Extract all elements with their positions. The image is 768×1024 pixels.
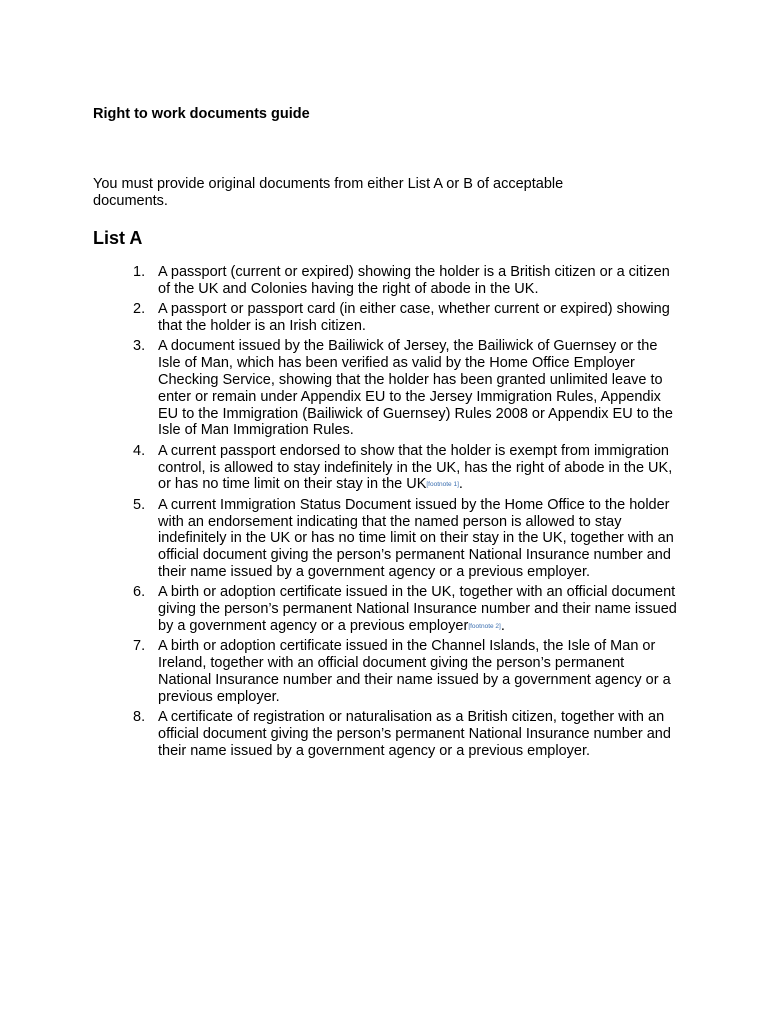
list-item: [128, 301, 680, 335]
list-item: [128, 709, 680, 759]
list-item-number: 5.: [133, 496, 146, 513]
list-item-number: 8.: [133, 709, 146, 726]
list-item-number: 4.: [133, 442, 146, 459]
list-item-text: A birth or adoption certificate issued in the UK, together with an official document giving the person’s permanent National Insurance number and their name issued by a government agency or a previous employer: [158, 584, 677, 634]
list-item-text: A passport (current or expired) showing the holder is a British citizen or a citizen of the UK and Colonies having the right of abode in the UK.: [158, 264, 670, 297]
intro-paragraph: You must provide original documents from either List A or B of acceptable documents.: [93, 176, 564, 209]
list-item: [128, 443, 680, 493]
list-item-text: A current passport endorsed to show that the holder is exempt from immigration control, is allowed to stay indefinitely in the UK, has the right of abode in the UK, or has no time limit on their stay in the UK: [158, 442, 673, 493]
list-item: [128, 264, 680, 298]
footnote-1-link[interactable]: [footnote 1]: [426, 481, 459, 489]
list-item: [128, 497, 680, 581]
list-item-number: 3.: [133, 338, 146, 355]
list-item-number: 1.: [133, 264, 146, 280]
list-item-end-punctuation: .: [458, 476, 463, 493]
list-a: [128, 264, 680, 763]
list-item-text: A current Immigration Status Document issued by the Home Office to the holder with an endorsement indicating that the named person is allowed to stay indefinitely in the UK or has no time limit on their stay in the UK, together with an official document giving the person’s permanent National Insurance number and their name issued by a government agency or a previous employer.: [158, 496, 674, 580]
list-item-number: 6.: [133, 584, 146, 601]
footnote-2-link[interactable]: [footnote 2]: [468, 622, 501, 630]
list-item-text: A document issued by the Bailiwick of Jersey, the Bailiwick of Guernsey or the Isle of Man, which has been verified as valid by the Home Office Employer Checking Service, showing that the holder has been granted unlimited leave to enter or remain under Appendix EU to the Jersey Immigration Rules, Appendix EU to the Immigration (Bailiwick of Guernsey) Rules 2008 or Appendix EU to the Isle of Man Immigration Rules.: [158, 338, 673, 439]
list-item-text: A passport or passport card (in either case, whether current or expired) showing that the holder is an Irish citizen.: [158, 301, 670, 334]
list-item: [128, 638, 680, 705]
document-title: Right to work documents guide: [93, 106, 310, 122]
list-item-number: 2.: [133, 301, 146, 318]
list-item-end-punctuation: .: [500, 617, 505, 634]
list-item-text: A birth or adoption certificate issued in the Channel Islands, the Isle of Man or Ireland, together with an official document giving the person’s permanent National Insurance number and their name issued by a government agency or a previous employer.: [158, 638, 671, 705]
list-item: [128, 338, 680, 439]
list-item-text: A certificate of registration or naturalisation as a British citizen, together with an official document giving the person’s permanent National Insurance number and their name issued by a government agency or a previous employer.: [158, 709, 671, 759]
list-item: [128, 584, 680, 634]
list-a-heading: List A: [93, 228, 143, 248]
list-item-number: 7.: [133, 638, 146, 655]
